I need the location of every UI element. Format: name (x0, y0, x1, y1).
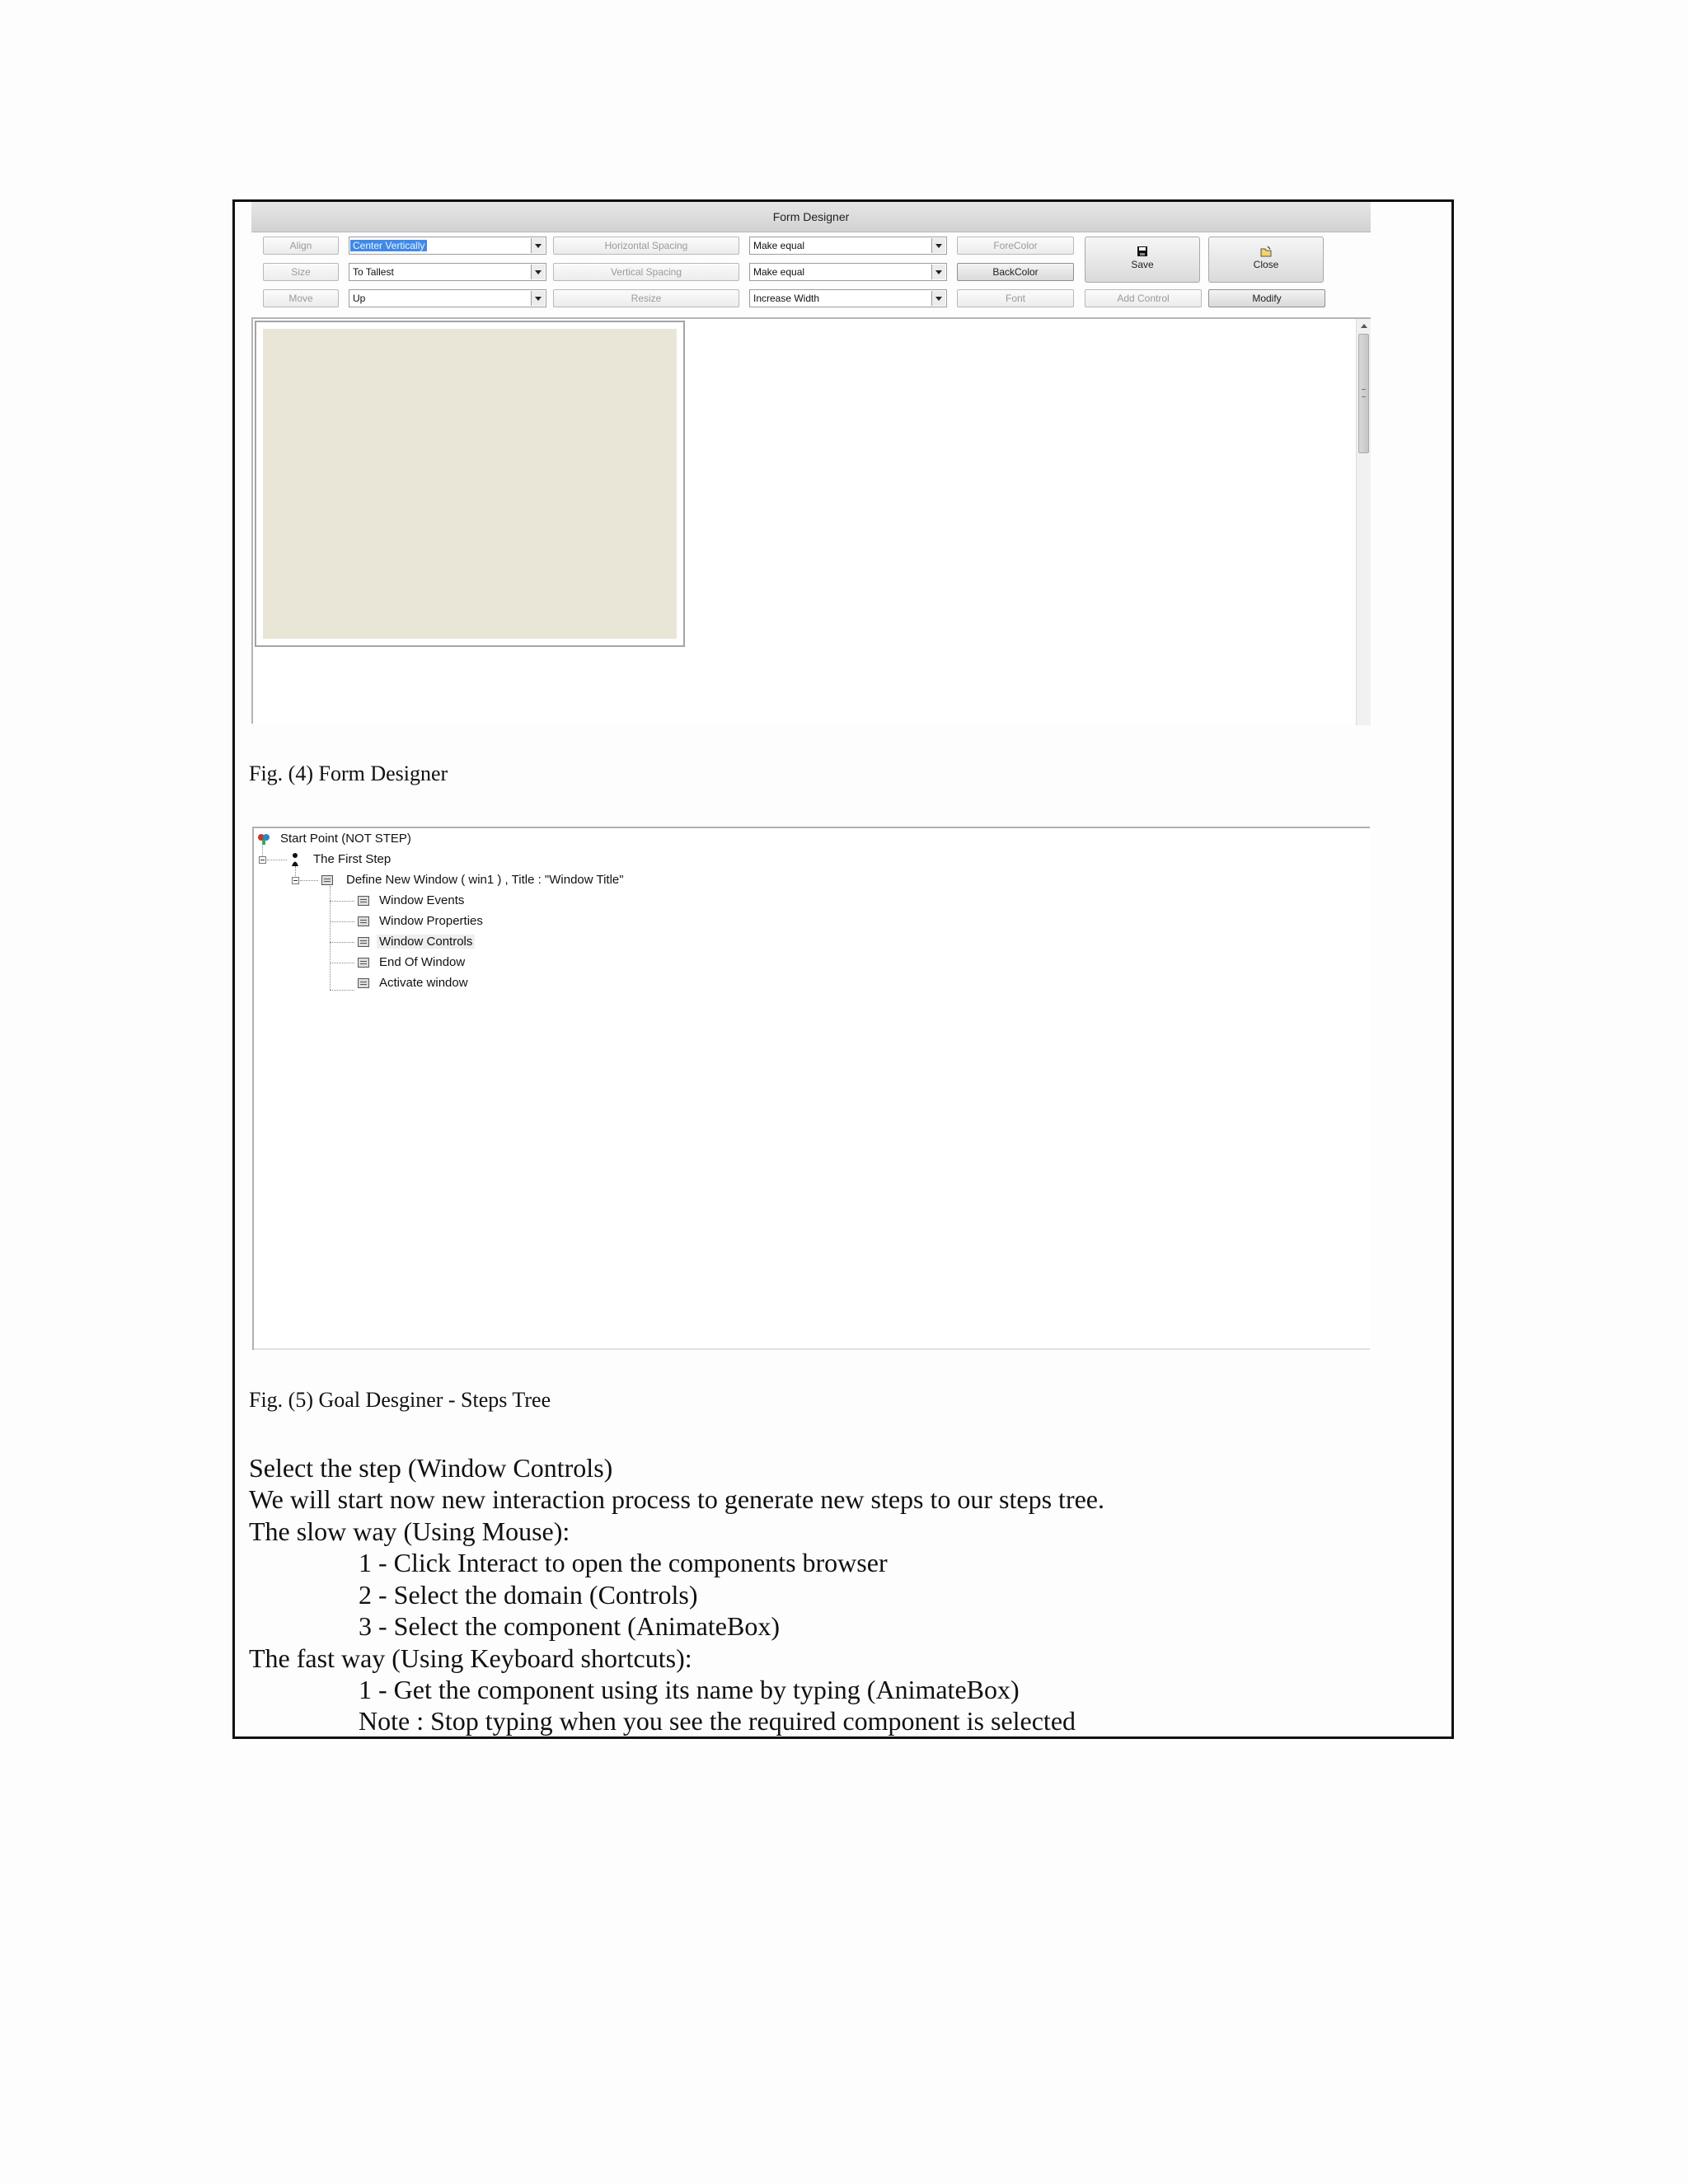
add-control-button[interactable]: Add Control (1085, 289, 1202, 307)
steps-tree (252, 827, 1370, 1350)
align-button[interactable]: Align (263, 237, 339, 255)
chevron-down-icon[interactable] (931, 238, 945, 253)
node-icon (358, 916, 369, 926)
fig4-caption: Fig. (4) Form Designer (249, 762, 448, 785)
tree-connector (330, 942, 354, 943)
tree-connector (295, 866, 296, 878)
node-label: Activate window (379, 976, 468, 990)
tree-node-window-events[interactable] (379, 892, 464, 910)
node-label: The First Step (313, 852, 392, 866)
forecolor-button[interactable]: ForeColor (957, 237, 1074, 255)
resize-combo[interactable] (749, 289, 947, 307)
body-line-8: 1 - Get the component using its name by typing (AnimateBox) (359, 1675, 1020, 1704)
move-combo[interactable] (349, 289, 546, 307)
tree-node-end-of-window[interactable] (379, 954, 465, 972)
tree-bottom-border (254, 1348, 1370, 1350)
designed-form[interactable] (255, 321, 685, 647)
tree-node-activate-window[interactable] (379, 974, 468, 992)
vertical-spacing-combo[interactable] (749, 263, 947, 281)
body-line-2: We will start now new interaction process to generate new steps to our steps tree. (249, 1484, 1104, 1514)
node-label: Window Properties (379, 914, 483, 928)
resize-button[interactable]: Resize (553, 289, 739, 307)
vertical-spacing-value: Make equal (753, 266, 805, 278)
chevron-down-icon[interactable] (531, 265, 545, 279)
size-button[interactable]: Size (263, 263, 339, 281)
node-icon (358, 958, 369, 968)
node-label: Start Point (NOT STEP) (280, 832, 411, 846)
modify-button[interactable]: Modify (1208, 289, 1325, 307)
designer-canvas (251, 317, 1371, 724)
node-icon (358, 896, 369, 906)
scroll-thumb[interactable] (1358, 334, 1369, 453)
tree-connector (330, 990, 354, 991)
tree-node-first-step[interactable] (313, 851, 391, 869)
size-combo-value: To Tallest (353, 266, 394, 278)
tree-node-window-controls[interactable] (377, 933, 475, 951)
toolbar-area (251, 202, 1371, 326)
body-line-5: 2 - Select the domain (Controls) (359, 1580, 698, 1610)
collapse-toggle-icon[interactable] (292, 877, 299, 884)
backcolor-button[interactable]: BackColor (957, 263, 1074, 281)
save-label: Save (1131, 259, 1154, 270)
person-step-icon (290, 852, 300, 867)
tree-connector (330, 901, 354, 902)
chevron-down-icon[interactable] (931, 265, 945, 279)
chevron-down-icon[interactable] (531, 291, 545, 306)
tree-node-define-window[interactable] (346, 871, 624, 889)
move-combo-value: Up (353, 293, 366, 304)
tree-node-window-properties[interactable] (379, 912, 483, 930)
form-client-area[interactable] (263, 329, 677, 639)
chevron-down-icon[interactable] (531, 238, 545, 253)
tree-connector (330, 921, 354, 922)
size-combo[interactable] (349, 263, 546, 281)
window-title: Form Designer (251, 202, 1371, 232)
body-line-6: 3 - Select the component (AnimateBox) (359, 1611, 780, 1641)
resize-combo-value: Increase Width (753, 293, 820, 304)
vertical-scrollbar[interactable] (1356, 319, 1371, 725)
node-label: Define New Window ( win1 ) , Title : "Window Title" (346, 873, 624, 887)
tree-connector (262, 840, 263, 856)
close-button[interactable] (1208, 237, 1324, 283)
body-line-9: Note : Stop typing when you see the required component is selected (359, 1706, 1076, 1736)
close-label: Close (1253, 259, 1279, 270)
fig5-caption: Fig. (5) Goal Desginer - Steps Tree (249, 1388, 551, 1412)
tree-node-start-point[interactable] (280, 830, 411, 848)
scroll-up-arrow-icon[interactable] (1361, 324, 1367, 328)
node-label: Window Events (379, 893, 465, 907)
vertical-spacing-button[interactable]: Vertical Spacing (553, 263, 739, 281)
body-line-1: Select the step (Window Controls) (249, 1453, 613, 1483)
body-line-3: The slow way (Using Mouse): (249, 1516, 570, 1546)
folder-close-icon (1260, 246, 1272, 257)
grip-icon (1362, 389, 1366, 397)
collapse-toggle-icon[interactable] (259, 856, 266, 864)
horizontal-spacing-button[interactable]: Horizontal Spacing (553, 237, 739, 255)
move-button[interactable]: Move (263, 289, 339, 307)
tree-connector (300, 880, 318, 881)
body-line-7: The fast way (Using Keyboard shortcuts): (249, 1643, 692, 1673)
window-node-icon (321, 875, 333, 885)
node-icon (358, 978, 369, 988)
node-label-selected: Window Controls (377, 935, 475, 949)
canvas-surface[interactable] (251, 317, 1371, 724)
save-button[interactable] (1085, 237, 1200, 283)
font-button[interactable]: Font (957, 289, 1074, 307)
align-combo-value: Center Vertically (350, 240, 427, 251)
save-icon (1137, 246, 1148, 257)
node-label: End Of Window (379, 955, 466, 969)
start-point-icon (257, 832, 270, 846)
align-combo[interactable] (349, 237, 546, 255)
horizontal-spacing-combo[interactable] (749, 237, 947, 255)
body-line-4: 1 - Click Interact to open the components browser (359, 1548, 888, 1577)
horizontal-spacing-value: Make equal (753, 240, 805, 251)
chevron-down-icon[interactable] (931, 291, 945, 306)
node-icon (358, 937, 369, 947)
